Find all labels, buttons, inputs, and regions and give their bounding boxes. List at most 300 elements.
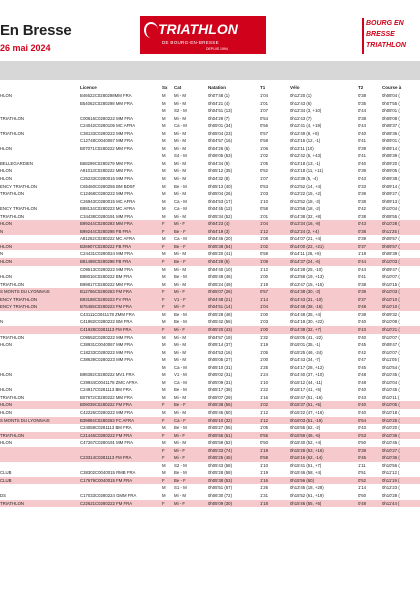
cell-licence: B98134C0280223 MC AFRA <box>80 206 135 212</box>
cell-licence: C41928C0281113 FM FRA <box>80 326 162 334</box>
cell-licence: C09513C0280222 MM FRA <box>80 266 134 272</box>
col-header-category: Cat <box>174 85 182 90</box>
cell-run: 0h10'28 ( <box>382 492 400 498</box>
cell-t2: 0'48 <box>358 500 382 508</box>
cell-club <box>0 424 80 432</box>
cell-t1: 1'25 <box>260 364 268 370</box>
cell-swim: 0h05'49 (46) <box>208 274 232 280</box>
cell-club: TRIATHLON <box>0 500 80 508</box>
cell-category: Mi - M <box>174 334 186 340</box>
cell-category: S1 - M <box>174 485 187 491</box>
cell-swim: 0h04'57 (19) <box>208 334 232 340</box>
cell-sex: F <box>162 454 174 462</box>
table-row <box>0 296 420 304</box>
cell-licence: C26943C0280015 MC AFRA <box>80 198 136 204</box>
col-header-run: Course à <box>382 85 402 90</box>
cell-category: Mi - M <box>174 440 186 446</box>
cell-run: 0h10'10 ( <box>382 303 420 311</box>
cell-run: 0h11'05 ( <box>382 357 400 363</box>
cell-bike: 0h15'59 (46, -6) <box>290 432 358 440</box>
cell-sex: M <box>162 198 166 204</box>
cell-sex: M <box>162 342 166 348</box>
cell-club: TRIATHLON <box>0 213 25 219</box>
cell-t2: 0'48 <box>358 303 382 311</box>
cell-swim: 0h04'57 (16) <box>208 138 232 144</box>
cell-licence: C00616C0280222 MM FRA <box>80 115 134 121</box>
cell-bike: 0h13'39 (5, -4) <box>290 176 318 182</box>
header-bar <box>0 61 420 80</box>
table-row <box>0 107 420 115</box>
cell-club: CLUB <box>0 470 12 476</box>
cell-run: 0h10'36 ( <box>382 454 420 462</box>
cell-bike: 0h12'42 (5, +43) <box>290 153 322 159</box>
cell-t2: 0'38 <box>358 228 382 236</box>
table-row <box>0 484 420 492</box>
cell-category: Be - F <box>174 401 208 409</box>
cell-bike: 0h15'46 (58, +4) <box>290 470 322 476</box>
cell-t2: 0'39 <box>358 236 366 242</box>
cell-sex: F <box>162 303 174 311</box>
cell-t2: 0'38 <box>358 115 366 121</box>
cell-sex: M <box>162 168 166 174</box>
table-row <box>0 167 420 175</box>
table-row <box>0 281 420 289</box>
cell-category: Mi - F <box>174 220 208 228</box>
cell-category: Ca - M <box>174 379 187 385</box>
table-row <box>0 500 420 508</box>
cell-club: TRIATHLON <box>0 334 25 340</box>
cell-bike: 0h16'16 (62, -14) <box>290 454 358 462</box>
cell-t1: 1'19 <box>260 342 268 348</box>
table-row <box>0 130 420 138</box>
cell-bike: 0h13'58 (18, -2) <box>290 206 321 212</box>
cell-club: N <box>0 251 4 257</box>
cell-club: HLON <box>0 274 12 280</box>
cell-t1: 0'57 <box>260 130 268 136</box>
cell-t1: 0'53 <box>260 183 268 189</box>
table-row <box>0 213 420 221</box>
cell-bike: 0h14'40 (37, +10) <box>290 372 324 378</box>
table-row <box>0 183 420 191</box>
cell-bike: 0h15'22 (47, +16) <box>290 409 324 415</box>
cell-club: ENCY TRIATHLON <box>0 303 80 311</box>
cell-swim: 0h05'38 (56) <box>208 401 260 409</box>
cell-licence: B39894C0280263 FC AFRA <box>80 417 162 425</box>
table-row <box>0 364 420 372</box>
table-row <box>0 258 420 266</box>
cell-t1: 1'07 <box>260 108 268 114</box>
cell-club <box>0 447 80 455</box>
cell-club <box>0 137 80 145</box>
cell-t1: 1'12 <box>260 228 290 236</box>
cell-swim: 0h05'27 (55) <box>208 425 232 431</box>
cell-t2: 0'50 <box>358 440 366 446</box>
cell-swim: 0h04'53 (16) <box>208 349 232 355</box>
cell-t2: 0'47 <box>358 357 366 363</box>
cell-category: Be - M <box>174 311 187 317</box>
cell-club <box>0 454 80 462</box>
cell-bike: 0h13'11 (10) <box>290 145 314 151</box>
cell-bike: 0h13'18 (11, +11) <box>290 168 324 174</box>
cell-sex: F <box>162 447 174 455</box>
cell-t2: 1'14 <box>358 485 366 491</box>
cell-run: 0h11'25 ( <box>382 228 420 236</box>
cell-bike: 0h15'25 (46, -24) <box>290 349 323 355</box>
cell-club: TRIATHLON <box>0 115 25 121</box>
cell-swim: 0h05'02 (31) <box>208 372 232 378</box>
cell-category: Mi - M <box>174 130 186 136</box>
logo-tagline: DEPUIS 1994 <box>206 47 228 51</box>
cell-club: HLON <box>0 440 12 446</box>
cell-swim: 0h05'24 (49) <box>208 281 232 287</box>
cell-bike: 0h13'34 (16, -8) <box>290 220 358 228</box>
cell-licence: C38639C0280223 MM FRA <box>80 357 134 363</box>
table-header-row <box>0 84 420 92</box>
logo-main-text: TRIATHLON <box>158 21 238 37</box>
cell-swim: 0h05'12 (35) <box>208 168 232 174</box>
cell-category: Mi - M <box>174 394 186 400</box>
table-row <box>0 462 420 470</box>
cell-licence: B54062C0280298 MM FRA <box>80 100 133 106</box>
cell-club <box>0 152 80 160</box>
cell-club: TRIATHLON <box>0 394 25 400</box>
cell-sex: M <box>162 319 166 325</box>
cell-sex: F <box>162 432 174 440</box>
cell-bike: 0h15'46 (55, +5) <box>290 500 358 508</box>
cell-t1: 1'16 <box>260 477 290 485</box>
cell-t1: 0'55 <box>260 432 290 440</box>
cell-t1: 1'08 <box>260 236 268 242</box>
cell-run: 0h09'01 ( <box>382 138 400 144</box>
cell-run: 0h10'07 ( <box>382 274 400 280</box>
cell-t2: 0'38 <box>358 311 366 317</box>
cell-sex: M <box>162 485 166 491</box>
cell-t2: 0'40 <box>358 334 366 340</box>
cell-run: 0h10'46 ( <box>382 440 400 446</box>
cell-sex: F <box>162 500 174 508</box>
cell-bike: 0h15'37 (51, +5) <box>290 401 358 409</box>
table-row <box>0 122 420 130</box>
cell-category: Mi - M <box>174 251 186 257</box>
cell-t2: 0'39 <box>358 168 366 174</box>
cell-run: 0h08'37 ( <box>382 123 400 129</box>
cell-t2: 0'40 <box>358 401 382 409</box>
table-row <box>0 137 420 145</box>
cell-licence: C12468C0280222 MM FRA <box>80 191 134 197</box>
cell-t2: 0'40 <box>358 160 366 166</box>
cell-bike: 0h15'01 (35, -1) <box>290 342 321 348</box>
cell-licence: C24042C0280105 MC AFRA <box>80 123 136 129</box>
cell-licence: C18233C0280222 MM FRA <box>80 349 134 355</box>
cell-category: Ca - M <box>174 206 187 212</box>
table-row <box>0 273 420 281</box>
cell-t1: 0'57 <box>260 288 290 296</box>
cell-t2: 0'45 <box>358 342 366 348</box>
cell-sex: M <box>162 115 166 121</box>
logo-right-line-3: TRIATHLON <box>366 42 406 49</box>
cell-run: 0h08'39 ( <box>382 251 400 257</box>
cell-sex: M <box>162 160 166 166</box>
col-header-t1: T1 <box>260 85 266 90</box>
col-header-club <box>0 84 80 92</box>
cell-run: 0h08'39 ( <box>382 153 400 159</box>
cell-swim: 0h05'09 (30) <box>208 500 260 508</box>
cell-club: HLON <box>0 145 12 151</box>
cell-run: 0h10'36 ( <box>382 432 420 440</box>
cell-club: N <box>0 319 4 325</box>
cell-run: 0h08'36 ( <box>382 130 400 136</box>
table-row <box>0 243 420 251</box>
cell-run: 0h11'19 ( <box>382 477 420 485</box>
cell-licence <box>80 152 162 160</box>
cell-run: 0h10'05 ( <box>382 401 420 409</box>
cell-t1: 1'07 <box>260 176 268 182</box>
cell-bike: 0h14'43 (31, -10) <box>290 296 358 304</box>
cell-category: Mi - M <box>174 492 186 498</box>
cell-run: 0h09'57 ( <box>382 243 420 251</box>
cell-t1: 1'18 <box>260 500 290 508</box>
cell-t1: 1'03 <box>260 319 268 325</box>
cell-t1: 0'54 <box>260 115 268 121</box>
cell-t2: 0'51 <box>358 470 366 476</box>
cell-run: 0h10'20 ( <box>382 425 400 431</box>
cell-sex: M <box>162 379 166 385</box>
cell-t2: 0'40 <box>358 319 366 325</box>
cell-club <box>0 266 80 274</box>
cell-licence: B76455C0280223 FM FRA <box>80 303 162 311</box>
cell-run: 0h09'38 ( <box>382 176 400 182</box>
cell-run: 0h10'45 ( <box>382 387 400 393</box>
results-table <box>0 84 420 507</box>
cell-sex: M <box>162 183 166 189</box>
cell-licence: C47267C0280191 MM FRA <box>80 440 134 446</box>
cell-t1: 1'01 <box>260 100 268 106</box>
table-row <box>0 439 420 447</box>
cell-run: 0h10'21 ( <box>382 326 420 334</box>
cell-t1: 1'05 <box>260 349 268 355</box>
cell-club <box>0 107 80 115</box>
cell-club: HLON <box>0 342 12 348</box>
cell-run: 0h09'13 ( <box>382 198 400 204</box>
cell-category: Mi - F <box>174 303 208 311</box>
cell-licence: C24431C0280024 MM FRA <box>80 251 134 257</box>
cell-category: Be - M <box>174 425 187 431</box>
cell-club <box>0 100 80 108</box>
cell-run: 0h11'44 ( <box>382 500 420 508</box>
table-row <box>0 235 420 243</box>
cell-licence: B99817C0280222 MM FRA <box>80 281 133 287</box>
cell-club: ENCY TRIATHLON <box>0 183 38 189</box>
cell-licence: C38133C0280222 MM FRA <box>80 130 134 136</box>
cell-run: 0h10'45 ( <box>382 372 400 378</box>
cell-licence: C38302C0040015 RMB FRA <box>80 470 136 476</box>
col-header-licence: Licence <box>80 85 97 90</box>
cell-bike: 0h14'00 (22, +21) <box>290 243 358 251</box>
cell-bike: 0h13'52 (14, +4) <box>290 183 322 189</box>
cell-swim: 0h04'29 (7) <box>208 115 230 121</box>
cell-run: 0h10'10 ( <box>382 296 420 304</box>
table-row <box>0 175 420 183</box>
cell-club <box>0 349 80 357</box>
cell-sex: M <box>162 462 166 468</box>
cell-category: Mi - M <box>174 138 186 144</box>
cell-club: TRIATHLON <box>0 281 25 287</box>
cell-swim: 0h05'10 (31) <box>208 364 232 370</box>
cell-category: Be - F <box>174 243 208 251</box>
cell-t1: 0'52 <box>260 168 268 174</box>
cell-licence: C21446C0280222 FM FRA <box>80 432 162 440</box>
cell-sex: M <box>162 357 166 363</box>
cell-swim: 0h05'25 (45) <box>208 454 260 462</box>
cell-t1: 1'19 <box>260 447 290 455</box>
cell-category: Mi - M <box>174 349 186 355</box>
cell-run: 0h10'27 ( <box>382 447 420 455</box>
cell-club: HLON <box>0 220 80 228</box>
cell-swim: 0h05'42 (56) <box>208 319 232 325</box>
cell-bike: 0h13'22 (15, +2) <box>290 191 322 197</box>
cell-licence: C12748C0040067 MM FRA <box>80 138 134 144</box>
cell-licence: B46622C0280298MM FRA <box>80 93 132 98</box>
cell-swim: 0h05'10 (32) <box>208 417 260 425</box>
cell-licence: C41982C0280222 BM FRA <box>80 319 133 325</box>
cell-sex: M <box>162 492 166 498</box>
cell-sex: F <box>162 228 174 236</box>
cell-licence <box>80 364 162 372</box>
cell-category: Be - F <box>174 477 208 485</box>
cell-category: Ca - M <box>174 198 187 204</box>
table-row <box>0 401 420 409</box>
cell-run: 0h10'18 ( <box>382 409 400 415</box>
cell-sex: M <box>162 100 166 106</box>
cell-bike: 0h14'48 (38, -16) <box>290 303 358 311</box>
cell-t2: 0'42 <box>358 349 366 355</box>
cell-swim: 0h04'51 (14) <box>208 303 260 311</box>
cell-sex: M <box>162 145 166 151</box>
cell-bike: 0h14'38 (30, -3) <box>290 288 358 296</box>
cell-club: CLUB <box>0 477 80 485</box>
cell-category: Mi - F <box>174 447 208 455</box>
cell-bike: 0h14'38 (32, +8) <box>290 213 322 219</box>
cell-sex: M <box>162 251 166 257</box>
table-row <box>0 417 420 425</box>
table-row <box>0 152 420 160</box>
cell-category: Ca - M <box>174 364 187 370</box>
cell-run: 0h10'25 ( <box>382 417 420 425</box>
cell-sex: M <box>162 123 166 129</box>
cell-swim: 0h05'33 (74) <box>208 447 260 455</box>
table-row <box>0 326 420 334</box>
cell-category: Mi - M <box>174 409 186 415</box>
cell-swim: 0h04'45 (12) <box>208 206 232 212</box>
cell-club: HLON <box>0 387 12 393</box>
cell-run: 0h09'14 ( <box>382 145 400 151</box>
cell-run: 0h08'01 ( <box>382 108 400 114</box>
cell-t2: 0'43 <box>358 326 382 334</box>
cell-sex: F <box>162 296 174 304</box>
cell-swim: 0h05'55 (61) <box>208 432 260 440</box>
cell-run: 0h10'04 ( <box>382 379 400 385</box>
cell-t2: 0'44 <box>358 108 366 114</box>
cell-swim: 0h05'38 (53) <box>208 477 260 485</box>
table-row <box>0 349 420 357</box>
cell-licence: B09039C0280222 FM FRA <box>80 401 162 409</box>
cell-club: BELLEGARDIEN <box>0 160 33 166</box>
cell-licence: C23314C0281113 FM FRA <box>80 454 162 462</box>
cell-bike: 0h14'43 (34, -7) <box>290 357 321 363</box>
cell-swim: 0h05'20 (43) <box>208 326 260 334</box>
cell-swim: 0h05'46 (60) <box>208 409 232 415</box>
cell-t2: 0'41 <box>358 138 366 144</box>
cell-category: Ca - M <box>174 123 187 129</box>
event-date: 26 mai 2024 <box>0 43 51 53</box>
cell-category: Mi - F <box>174 454 208 462</box>
cell-category: Mi - F <box>174 432 208 440</box>
cell-swim: 0h04'51 (13) <box>208 108 232 114</box>
cell-t1: 1'12 <box>260 266 268 272</box>
cell-sex: M <box>162 394 166 400</box>
cell-t2: 0'52 <box>358 477 382 485</box>
cell-category: Be - M <box>174 470 187 476</box>
logo-right-line-2: BRESSE <box>366 31 395 38</box>
cell-sex: M <box>162 108 166 114</box>
table-row <box>0 198 420 206</box>
cell-sex: M <box>162 153 166 159</box>
cell-t1: 0'58 <box>260 138 268 144</box>
cell-bike: 0h15'40 (52, +4) <box>290 440 322 446</box>
cell-category: S4 - M <box>174 153 187 159</box>
cell-t2: 0'38 <box>358 281 366 287</box>
cell-licence: B26907C0280222 FB FRA <box>80 243 162 251</box>
cell-swim: 0h05'04 (23) <box>208 130 232 136</box>
cell-t2: 0'41 <box>358 153 366 159</box>
cell-run: 0h09'57 ( <box>382 236 400 242</box>
cell-licence <box>80 107 162 115</box>
cell-t1: 1'02 <box>260 401 290 409</box>
cell-bike: 0h12'24 (2, +4) <box>290 228 358 236</box>
cell-sex: M <box>162 334 166 340</box>
cell-t1: 0'59 <box>260 251 268 257</box>
cell-run: 0h08'04 ( <box>382 93 400 98</box>
table-row <box>0 341 420 349</box>
cell-club <box>0 198 80 206</box>
cell-bike: 0h15'55 (62, -2) <box>290 425 321 431</box>
cell-t2: 0'45 <box>358 364 366 370</box>
cell-sex: M <box>162 409 166 415</box>
cell-club: HLON <box>0 176 12 182</box>
cell-bike: 0h14'18 (30, +22) <box>290 319 324 325</box>
cell-bike: 0h14'37 (24, -6) <box>290 258 358 266</box>
cell-sex: M <box>162 425 166 431</box>
cell-sex: F <box>162 477 174 485</box>
cell-run: 0h10'07 ( <box>382 349 400 355</box>
cell-bike: 0h12'49 (8, +8) <box>290 130 319 136</box>
cell-category: S2 - M <box>174 108 187 114</box>
cell-category: Ca - F <box>174 417 208 425</box>
cell-bike: 0h15'47 (51, -16) <box>290 394 323 400</box>
cell-sex: M <box>162 387 166 393</box>
cell-licence: B99244C0280298 FB FRA <box>80 228 162 236</box>
cell-licence: B12766C0280263 FM FRA <box>80 288 162 296</box>
cell-club <box>0 484 80 492</box>
cell-t1: 1'02 <box>260 243 290 251</box>
cell-bike: 0h13'16 (12, -1) <box>290 138 321 144</box>
bourg-en-bresse-logo <box>362 18 420 56</box>
cell-category: V1 - M <box>174 372 187 378</box>
cell-sex: M <box>162 93 166 98</box>
cell-t2: 1'11 <box>358 462 366 468</box>
table-row <box>0 477 420 485</box>
table-row <box>0 160 420 168</box>
